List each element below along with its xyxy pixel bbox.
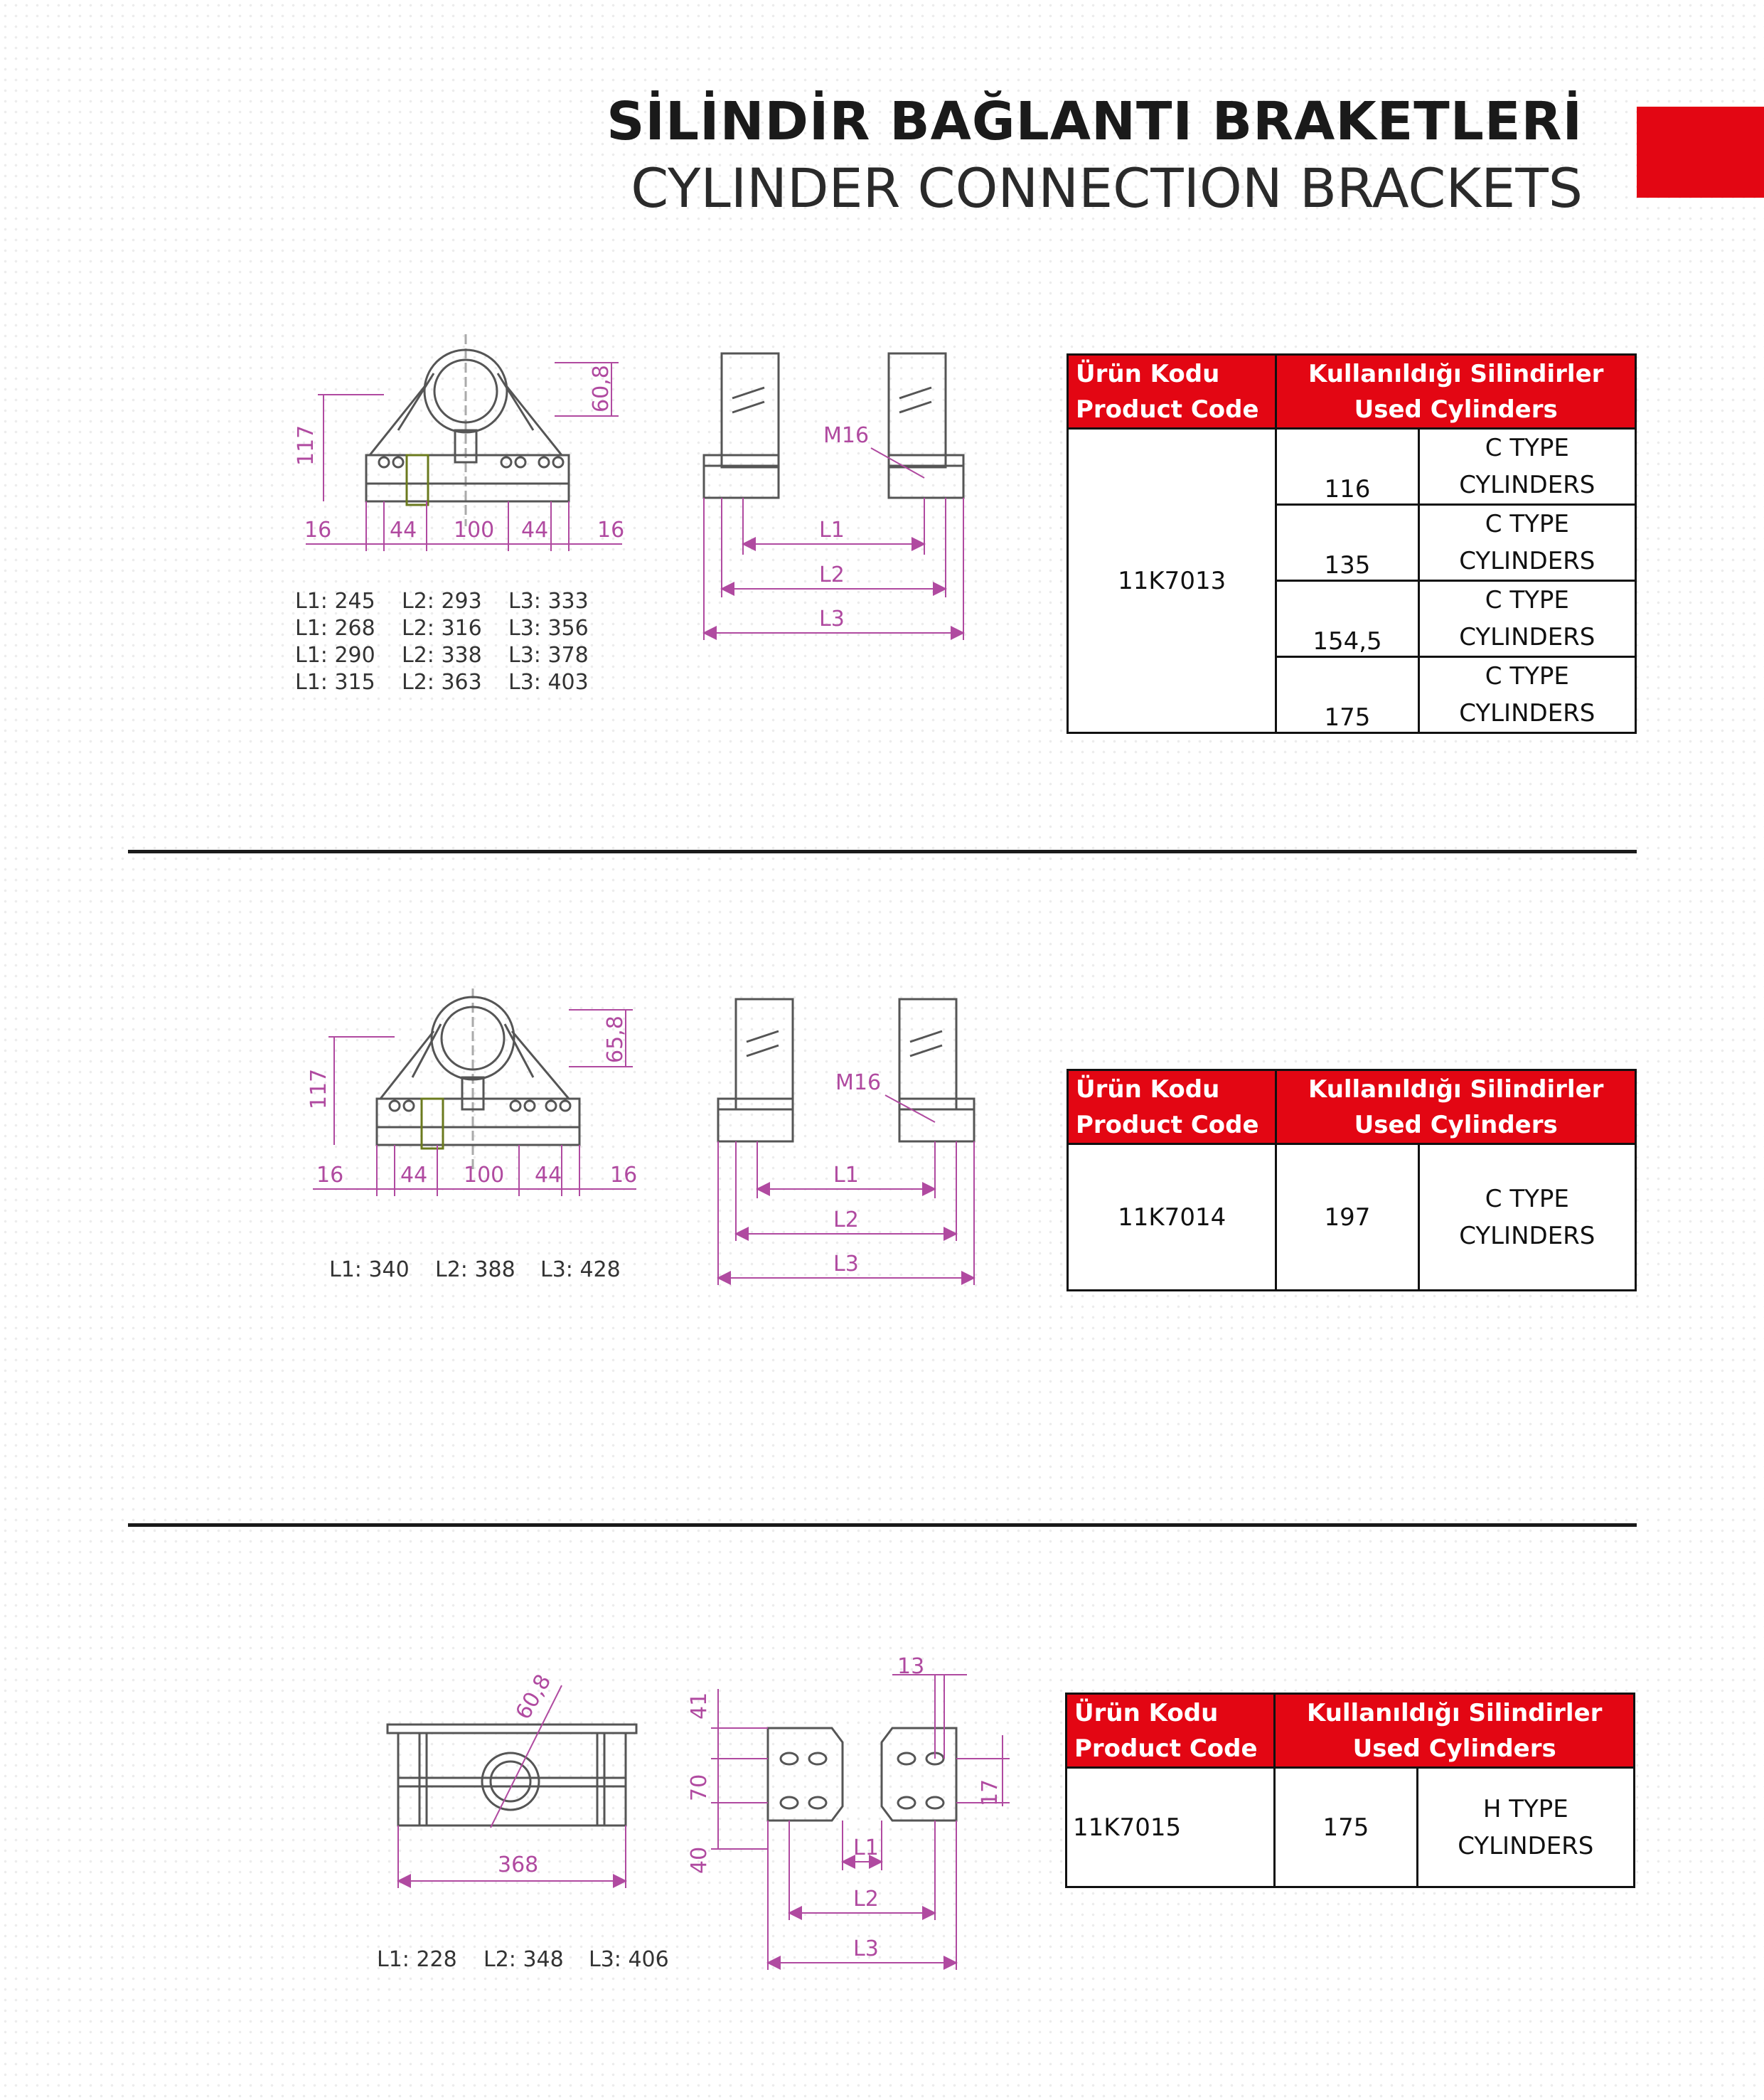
cylinder-size-cell: 135 [1276,505,1418,581]
cylinder-type-cell: C TYPE CYLINDERS [1418,429,1635,505]
length-list-2 [329,1257,621,1282]
svg-text:L1: 315: L1: 315 [295,670,375,695]
svg-text:L3: 333: L3: 333 [508,589,589,614]
cylinder-type-cell: C TYPE CYLINDERS [1418,581,1635,657]
dim-side-3-b: 70 [687,1774,712,1801]
l1-label-2: L1 [833,1163,859,1188]
page-title-en: CYLINDER CONNECTION BRACKETS [631,156,1583,220]
dim-2-a: 16 [316,1163,344,1188]
svg-text:L1: 268: L1: 268 [295,616,375,641]
length-list-1 [295,589,589,695]
page-title-tr: SİLİNDİR BAĞLANTI BRAKETLERİ [606,91,1583,152]
l1-label-1: L1 [819,518,845,543]
header-used-cylinders: Kullanıldığı Silindirler Used Cylinders [1275,1694,1635,1768]
dim-1-c: 100 [454,518,495,543]
dim-diameter-2: 65,8 [603,1016,628,1063]
header-used-cylinders: Kullanıldığı Silindirler Used Cylinders [1276,1070,1636,1144]
l2-label-3: L2 [853,1887,879,1912]
bracket-front-view-3 [387,1725,636,1825]
cylinder-size-cell: 154,5 [1276,581,1418,657]
svg-text:L1: 290: L1: 290 [295,643,375,668]
dim-diameter-3: 60,8 [511,1670,557,1724]
side-dims-3 [711,1675,1010,1970]
dim-side-3-a: 41 [687,1692,712,1720]
bracket-front-view-2 [377,988,579,1173]
dim-2-b: 44 [400,1163,428,1188]
svg-text:L2: 293: L2: 293 [402,589,482,614]
dim-height-2: 117 [306,1068,331,1109]
dim-2-c: 100 [464,1163,505,1188]
svg-text:L3: 428: L3: 428 [540,1257,621,1282]
dim-height-1: 117 [294,425,319,466]
product-code-cell: 11K7015 [1067,1768,1275,1887]
svg-text:L1: 245: L1: 245 [295,589,375,614]
bracket-front-view-1 [366,334,569,526]
length-list-3 [377,1947,669,1972]
cylinder-type-cell: C TYPE CYLINDERS [1418,657,1635,733]
cylinder-size-cell: 116 [1276,429,1418,505]
svg-text:L3: 356: L3: 356 [508,616,589,641]
header-product-code: Ürün Kodu Product Code [1068,1070,1276,1144]
l3-label-1: L3 [819,607,845,631]
svg-text:L1: 228: L1: 228 [377,1947,457,1972]
l1-label-3: L1 [853,1835,879,1860]
cylinder-size-cell: 175 [1275,1768,1417,1887]
dim-1-d: 44 [521,518,549,543]
dim-2-e: 16 [610,1163,638,1188]
l3-label-3: L3 [853,1936,879,1961]
svg-text:L3: 403: L3: 403 [508,670,589,695]
dim-top-3: 13 [897,1654,925,1679]
svg-text:L3: 406: L3: 406 [589,1947,669,1972]
header-product-code: Ürün Kodu Product Code [1067,1694,1275,1768]
l2-label-2: L2 [833,1208,859,1232]
svg-text:L1: 340: L1: 340 [329,1257,410,1282]
cylinder-size-cell: 175 [1276,657,1418,733]
bracket-side-view-3 [768,1728,956,1821]
svg-text:L2: 348: L2: 348 [483,1947,564,1972]
cylinder-size-cell: 197 [1276,1144,1418,1291]
svg-text:L3: 378: L3: 378 [508,643,589,668]
dim-side-3-c: 40 [687,1846,712,1874]
l3-label-2: L3 [833,1252,859,1276]
dim-2-d: 44 [535,1163,562,1188]
header-used-cylinders: Kullanıldığı Silindirler Used Cylinders [1276,355,1636,429]
dim-diameter-1: 60,8 [589,365,614,412]
svg-text:L2: 338: L2: 338 [402,643,482,668]
svg-text:L2: 363: L2: 363 [402,670,482,695]
product-table-11k7014 [1067,1069,1637,1291]
dim-1-a: 16 [304,518,332,543]
dim-1-e: 16 [597,518,625,543]
product-table-11k7015 [1065,1693,1635,1888]
cylinder-type-cell: C TYPE CYLINDERS [1418,505,1635,581]
l2-label-1: L2 [819,563,845,587]
product-table-11k7013 [1067,353,1637,734]
svg-text:L2: 388: L2: 388 [435,1257,515,1282]
thread-label-2: M16 [835,1070,882,1095]
svg-text:L2: 316: L2: 316 [402,616,482,641]
product-code-cell: 11K7013 [1068,429,1276,733]
cylinder-type-cell: C TYPE CYLINDERS [1418,1144,1635,1291]
thread-label-1: M16 [823,423,870,448]
dim-1-b: 44 [390,518,417,543]
header-product-code: Ürün Kodu Product Code [1068,355,1276,429]
product-code-cell: 11K7014 [1068,1144,1276,1291]
dim-right-3: 17 [978,1779,1003,1806]
dim-width-3: 368 [498,1853,539,1877]
cylinder-type-cell: H TYPE CYLINDERS [1417,1768,1634,1887]
